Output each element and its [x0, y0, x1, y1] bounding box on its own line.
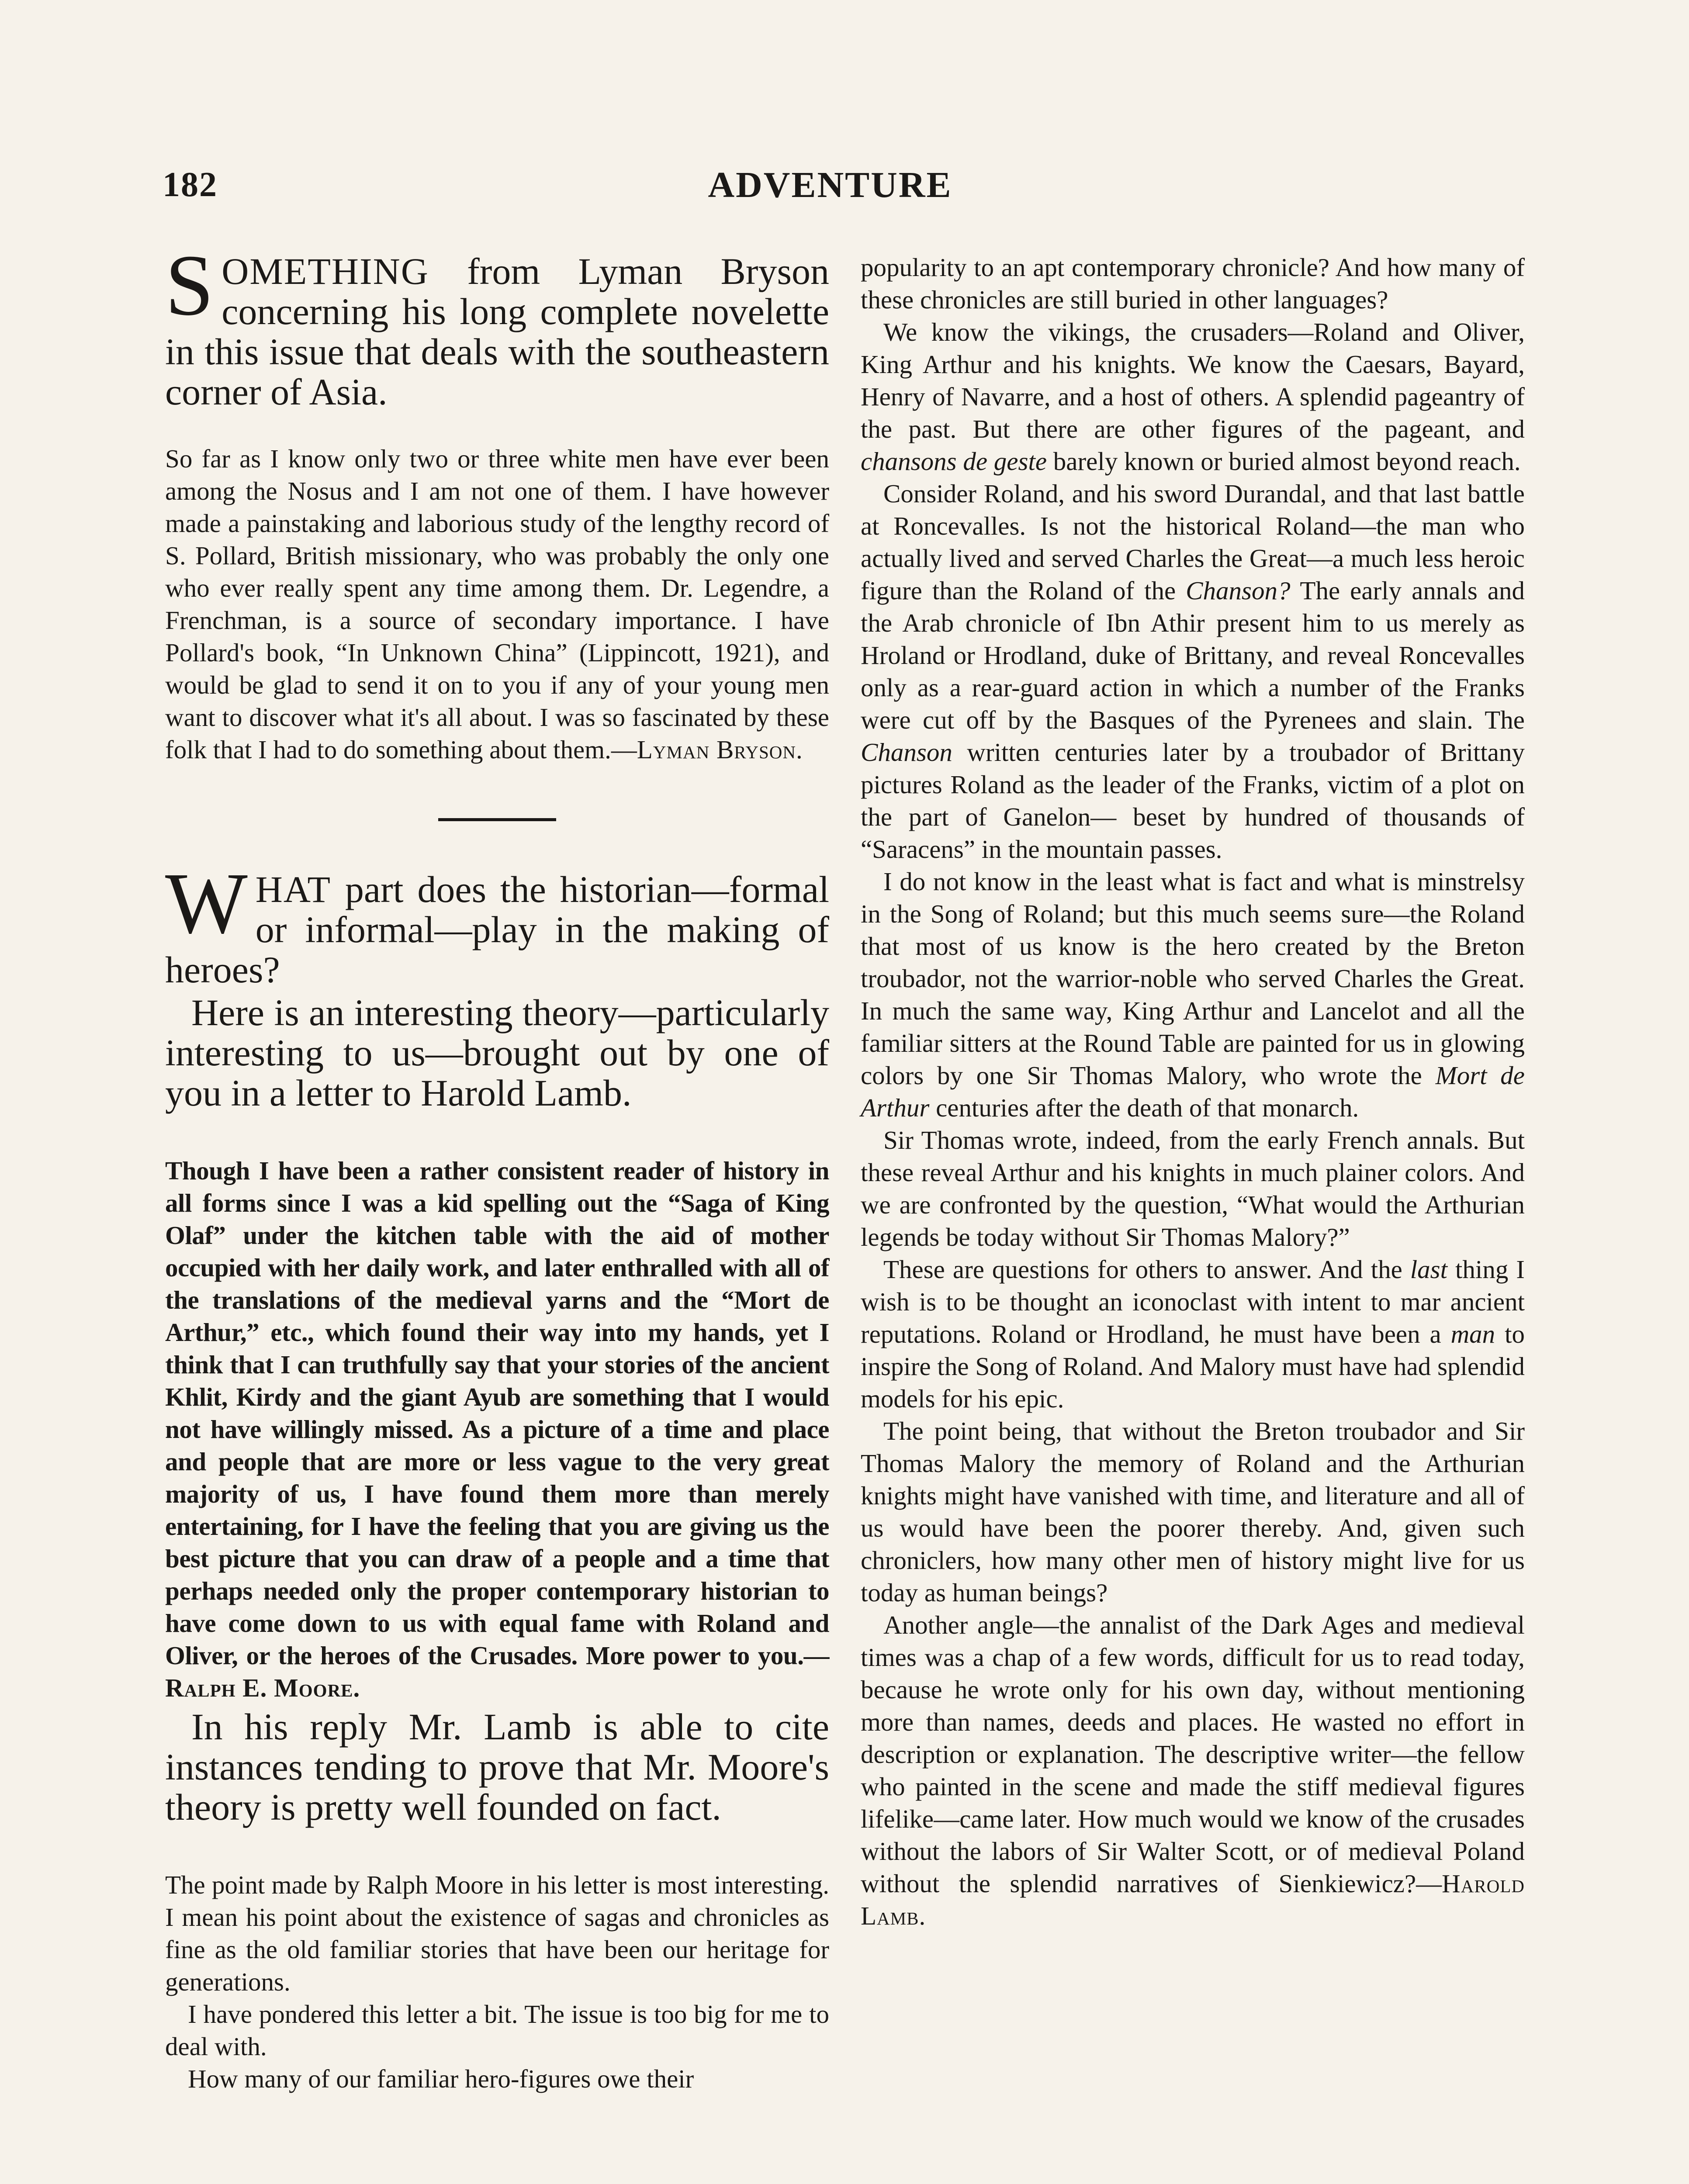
paragraph: Another angle—the annalist of the Dark Ages and medieval times was a chap of a few words, difficult for us to read today, because he wrote only for his own day, without mentioning more than names, deeds and places. He wasted no effort in description or explanation. The descriptive writer—the fellow who painted in the scene and made the stiff medieval figures lifelike—came later. How much would we know of the crusades without the labors of Sir Walter Scott, or of medieval Poland without the splendid narratives of Sienkiewicz?—Harold Lamb.	[861, 1610, 1525, 1930]
drop-cap: S	[165, 237, 214, 334]
paragraph: How many of our familiar hero-figures owe their	[188, 2064, 694, 2093]
paragraph: Consider Roland, and his sword Durandal, and that last battle at Roncevalles. Is not the historical Roland—the man who actually lived and served Charles the Great—a much less heroic figure than the Roland of the Chanson? The early annals and the Arab chronicle of Ibn Athir present him to us merely as Hroland or Hrodland, duke of Brittany, and reveal Roncevalles only as a rear-guard action in which a number of the Franks were cut off by the Basques of the Pyrenees and slain. The Chanson written centuries later by a troubador of Brittany pictures Roland as the leader of the Franks, victim of a plot on the part of Ganelon— beset by hundred of thousands of “Saracens” in the mountain passes.	[861, 479, 1525, 864]
paragraph: I do not know in the least what is fact and what is minstrelsy in the Song of Roland; but this much seems sure—the Roland that most of us know is the hero created by the Breton troubador, not the warrior-noble who served Charles the Great. In much the same way, King Arthur and Lancelot and all the familiar sitters at the Round Table are painted for us in glowing colors by one Sir Thomas Malory, who wrote the Mort de Arthur centuries after the death of that monarch.	[861, 867, 1525, 1122]
intro-bryson	[165, 237, 829, 413]
left-column	[165, 237, 829, 2095]
section-divider	[438, 818, 556, 821]
signature: Harold Lamb.	[861, 1869, 1525, 1930]
running-head: ADVENTURE	[708, 165, 952, 205]
paragraph: I have pondered this letter a bit. The issue is too big for me to deal with.	[165, 2000, 829, 2061]
paragraph: The point being, that without the Breton troubador and Sir Thomas Malory the memory of Roland and the Arthurian knights might have vanished with time, and literature and all of us would have been the poorer thereby. And, given such chroniclers, how many other men of history might live for us today as human beings?	[861, 1417, 1525, 1607]
lamb-reply	[165, 1869, 829, 2095]
paragraph: popularity to an apt contemporary chronicle? And how many of these chronicles are still buried in other languages?	[861, 253, 1525, 314]
right-column	[861, 251, 1525, 1932]
signature: Lyman Bryson.	[637, 735, 803, 764]
signature: Ralph E. Moore.	[165, 1673, 360, 1702]
paragraph: The point made by Ralph Moore in his letter is most interesting. I mean his point about the existence of sagas and chronicles as fine as the old familiar stories that have been our heritage for generations.	[165, 1870, 829, 1996]
page-number: 182	[163, 166, 218, 204]
intro-historian	[165, 855, 829, 991]
paragraph: We know the vikings, the crusaders—Roland and Oliver, King Arthur and his knights. We know the Caesars, Bayard, Henry of Navarre, and a host of others. A splendid pageantry of the past. But there are other figures of the pageant, and chansons de geste barely known or buried almost beyond reach.	[861, 318, 1525, 476]
intro-theory: Here is an interesting theory—particularly interesting to us—brought out by one of you in a letter to Harold Lamb.	[165, 992, 829, 1114]
letter-text: So far as I know only two or three white men have ever been among the Nosus and I am not one of them. I have however made a painstaking and laborious study of the lengthy record of S. Pollard, British missionary, who was probably the only one who ever really spent any time among them. Dr. Legendre, a Frenchman, is a source of secondary importance. I have Pollard's book, “In Unknown China” (Lippincott, 1921), and would be glad to send it on to you if any of your young men want to discover what it's all about. I was so fascinated by these folk that I had to do something about them.—	[165, 444, 829, 764]
paragraph: These are questions for others to answer. And the last thing I wish is to be thought an iconoclast with intent to mar ancient reputations. Roland or Hrodland, he must have been a man to inspire the Song of Roland. And Malory must have had splendid models for his epic.	[861, 1255, 1525, 1413]
drop-cap: W	[165, 855, 248, 952]
intro-lamb-reply: In his reply Mr. Lamb is able to cite instances tending to prove that Mr. Moore's theory is pretty well founded on fact.	[165, 1706, 829, 1828]
bryson-letter	[165, 442, 829, 766]
paragraph: Sir Thomas wrote, indeed, from the early French annals. But these reveal Arthur and his knights in much plainer colors. And we are confronted by the question, “What would the Arthurian legends be today without Sir Thomas Malory?”	[861, 1126, 1525, 1251]
moore-letter	[165, 1154, 829, 1704]
intro-caps: HAT	[255, 868, 331, 910]
intro-caps: OMETHING	[222, 250, 429, 292]
intro-text: from Lyman Bryson concerning his long complete novelette in this issue that deals with the southeastern corner of Asia.	[165, 250, 829, 413]
letter-text: Though I have been a rather consistent reader of history in all forms since I was a kid spelling out the “Saga of King Olaf” under the kitchen table with the aid of mother occupied with her daily work, and later enthralled with all of the translations of the medieval yarns and the “Mort de Arthur,” etc., which found their way into my hands, yet I think that I can truthfully say that your stories of the ancient Khlit, Kirdy and the giant Ayub are something that I would not have willingly missed. As a picture of a time and place and people that are more or less vague to the very great majority of us, I have found them more than merely entertaining, for I have the feeling that you are giving us the best picture that you can draw of a people and a time that perhaps needed only the proper contemporary historian to have come down to us with equal fame with Roland and Oliver, or the heroes of the Crusades. More power to you.—	[165, 1156, 829, 1670]
intro-text: part does the historian—formal or informal—play in the making of heroes?	[165, 868, 829, 991]
